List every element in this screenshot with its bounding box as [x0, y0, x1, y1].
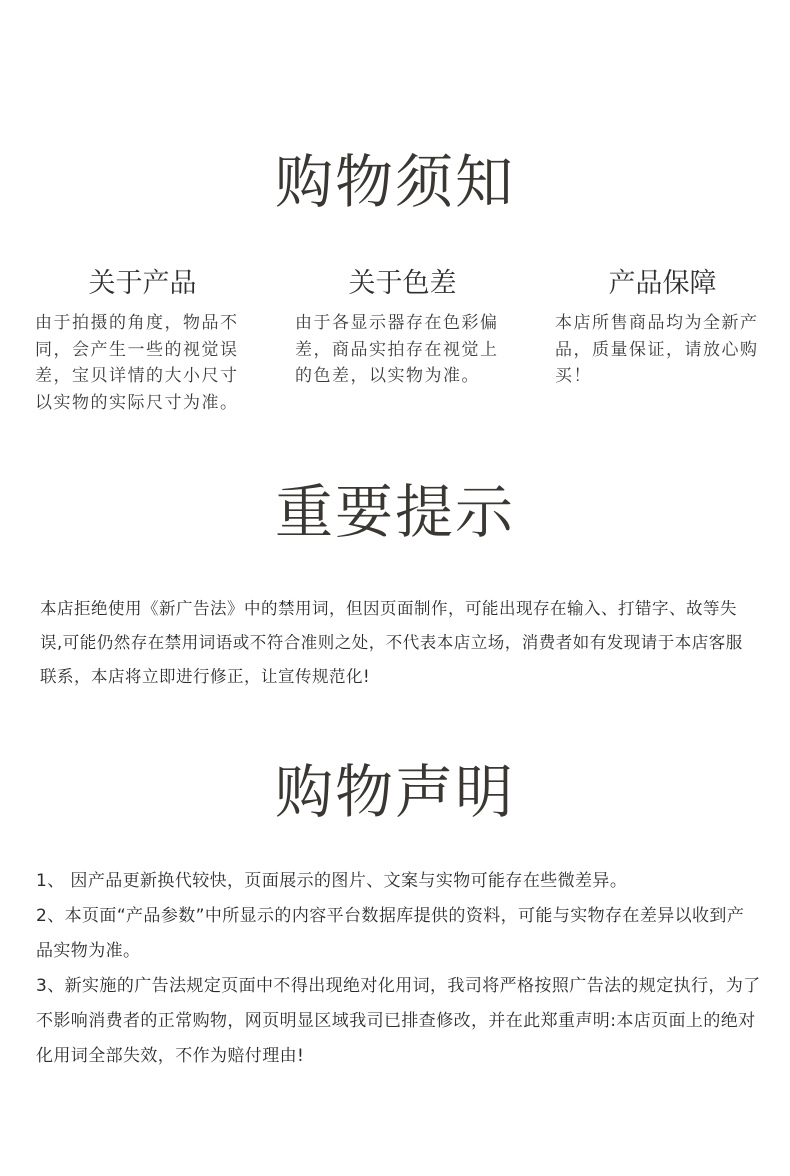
statement-item-1: 1、 因产品更新换代较快，页面展示的图片、文案与实物可能存在些微差异。	[36, 871, 628, 891]
shopping-statement-title: 购物声明	[274, 758, 515, 826]
about-product-column	[35, 266, 250, 416]
statement-item-3: 3、新实施的广告法规定页面中不得出现绝对化用词，我司将严格按照广告法的规定执行，为了不影响消费者的正常购物，网页明显区域我司已排查修改，并在此郑重声明:本店页面上的绝对化用词全部失效，不作为赔付理由!	[36, 976, 761, 1066]
shopping-notice-title: 购物须知	[274, 148, 515, 216]
about-product-text: 由于拍摄的角度，物品不同，会产生一些的视觉误差，宝贝详情的大小尺寸以实物的实际尺寸为准。	[35, 313, 239, 413]
about-product-heading: 关于产品	[88, 268, 197, 299]
about-color-column	[295, 266, 510, 390]
statement-item-2: 2、本页面“产品参数”中所显示的内容平台数据库提供的资料，可能与实物存在差异以收到产 品实物为准。	[36, 906, 745, 961]
about-color-heading: 关于色差	[348, 268, 457, 299]
product-guarantee-heading: 产品保障	[608, 268, 717, 299]
product-guarantee-column	[555, 266, 770, 390]
product-guarantee-text: 本店所售商品均为全新产品，质量保证，请放心购买！	[555, 313, 759, 386]
important-tips-text: 本店拒绝使用《新广告法》中的禁用词，但因页面制作，可能出现存在输入、打错字、故等失误,可能仍然存在禁用词语或不符合准则之处，不代表本店立场，消费者如有发现请于本店客服联系，本店将立即进行修正，让宣传规范化!	[40, 599, 743, 686]
important-tips-title: 重要提示	[274, 478, 515, 546]
about-color-text: 由于各显示器存在色彩偏差，商品实拍存在视觉上的色差，以实物为准。	[295, 313, 499, 386]
